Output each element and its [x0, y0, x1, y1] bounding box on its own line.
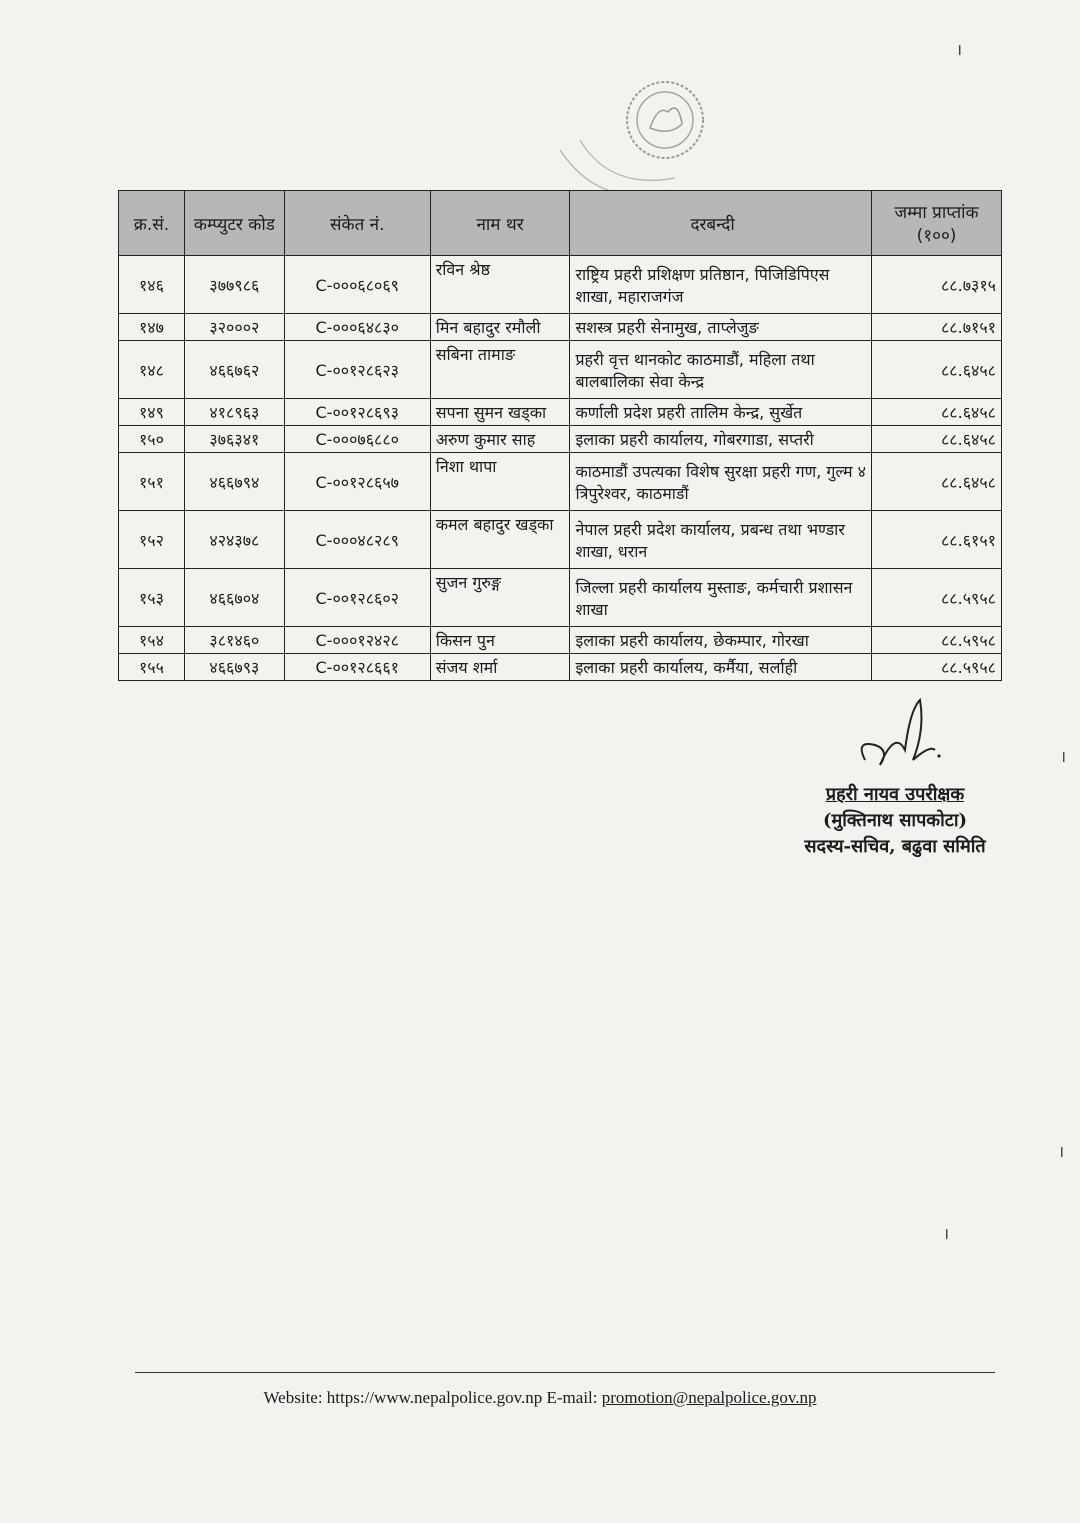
position-cell: सशस्त्र प्रहरी सेनामुख, ताप्लेजुङ — [570, 314, 872, 341]
serial-cell: १५४ — [119, 627, 185, 654]
serial-cell: १४६ — [119, 256, 185, 314]
score-cell: ८८.६४५८ — [872, 341, 1002, 399]
serial-cell: १५३ — [119, 569, 185, 627]
signatory-role: सदस्य-सचिव, बढुवा समिति — [804, 836, 986, 857]
position-cell: जिल्ला प्रहरी कार्यालय मुस्ताङ, कर्मचारी प्रशासन शाखा — [570, 569, 872, 627]
footer-contact-text: Website: https://www.nepalpolice.gov.np E-mail: — [263, 1388, 602, 1407]
position-cell: प्रहरी वृत्त थानकोट काठमाडौं, महिला तथा बालबालिका सेवा केन्द्र — [570, 341, 872, 399]
score-cell: ८८.६४५८ — [872, 426, 1002, 453]
score-cell: ८८.६१५१ — [872, 511, 1002, 569]
serial-cell: १४९ — [119, 399, 185, 426]
table-header-row — [119, 191, 1002, 256]
footer-email-link[interactable]: promotion@nepalpolice.gov.np — [601, 1388, 817, 1407]
position-cell: कर्णाली प्रदेश प्रहरी तालिम केन्द्र, सुर्खेत — [570, 399, 872, 426]
signatory-name: (मुक्तिनाथ सापकोटा) — [822, 810, 968, 831]
table-row — [119, 399, 1002, 426]
promotion-results-table — [118, 190, 1002, 681]
position-cell: नेपाल प्रहरी प्रदेश कार्यालय, प्रबन्ध तथा भण्डार शाखा, धरान — [570, 511, 872, 569]
name-cell: कमल बहादुर खड्का — [430, 511, 570, 569]
serial-cell: १५५ — [119, 654, 185, 681]
computer-code-cell: ४२४३७८ — [184, 511, 284, 569]
symbol-number-cell: C-००१२८६२३ — [284, 341, 430, 399]
position-cell: इलाका प्रहरी कार्यालय, कर्मैया, सर्लाही — [570, 654, 872, 681]
table-row — [119, 426, 1002, 453]
table-row — [119, 314, 1002, 341]
table-row — [119, 627, 1002, 654]
table-row — [119, 256, 1002, 314]
computer-code-cell: ४१८९६३ — [184, 399, 284, 426]
name-cell: सबिना तामाङ — [430, 341, 570, 399]
name-cell: संजय शर्मा — [430, 654, 570, 681]
page-mark: । — [943, 1224, 950, 1243]
position-cell: राष्ट्रिय प्रहरी प्रशिक्षण प्रतिष्ठान, पिजिडिपिएस शाखा, महाराजगंज — [570, 256, 872, 314]
score-cell: ८८.५९५८ — [872, 627, 1002, 654]
symbol-number-cell: C-००१२८६०२ — [284, 569, 430, 627]
computer-code-cell: ३८१४६० — [184, 627, 284, 654]
symbol-number-cell: C-०००६४८३० — [284, 314, 430, 341]
symbol-number-cell: C-०००६८०६९ — [284, 256, 430, 314]
page-mark: । — [1058, 1142, 1065, 1161]
position-cell: इलाका प्रहरी कार्यालय, छेकम्पार, गोरखा — [570, 627, 872, 654]
header-computer-code: कम्प्युटर कोड — [184, 191, 284, 256]
name-cell: निशा थापा — [430, 453, 570, 511]
table-row — [119, 569, 1002, 627]
name-cell: सपना सुमन खड्का — [430, 399, 570, 426]
name-cell: किसन पुन — [430, 627, 570, 654]
symbol-number-cell: C-००१२८६९३ — [284, 399, 430, 426]
score-cell: ८८.६४५८ — [872, 399, 1002, 426]
computer-code-cell: ३७७९८६ — [184, 256, 284, 314]
computer-code-cell: ३२०००२ — [184, 314, 284, 341]
score-cell: ८८.७३१५ — [872, 256, 1002, 314]
name-cell: मिन बहादुर रमौली — [430, 314, 570, 341]
score-cell: ८८.५९५८ — [872, 654, 1002, 681]
score-cell: ८८.५९५८ — [872, 569, 1002, 627]
computer-code-cell: ४६६७९३ — [184, 654, 284, 681]
header-name: नाम थर — [430, 191, 570, 256]
computer-code-cell: ४६६७६२ — [184, 341, 284, 399]
serial-cell: १५० — [119, 426, 185, 453]
header-serial: क्र.सं. — [119, 191, 185, 256]
footer — [0, 1388, 1080, 1408]
handwritten-signature — [835, 690, 955, 780]
footer-divider — [135, 1372, 995, 1373]
symbol-number-cell: C-०००४८२८९ — [284, 511, 430, 569]
name-cell: सुजन गुरुङ्ग — [430, 569, 570, 627]
header-symbol-number: संकेत नं. — [284, 191, 430, 256]
position-cell: काठमाडौं उपत्यका विशेष सुरक्षा प्रहरी गण, गुल्म ४ त्रिपुरेश्वर, काठमाडौं — [570, 453, 872, 511]
computer-code-cell: ४६६७९४ — [184, 453, 284, 511]
score-cell: ८८.६४५८ — [872, 453, 1002, 511]
header-position: दरबन्दी — [570, 191, 872, 256]
serial-cell: १४८ — [119, 341, 185, 399]
symbol-number-cell: C-००१२८६५७ — [284, 453, 430, 511]
symbol-number-cell: C-०००७६८८० — [284, 426, 430, 453]
table-row — [119, 654, 1002, 681]
header-total-score: जम्मा प्राप्तांक (१००) — [872, 191, 1002, 256]
signatory-title: प्रहरी नायव उपरीक्षक — [825, 784, 965, 805]
computer-code-cell: ४६६७०४ — [184, 569, 284, 627]
serial-cell: १४७ — [119, 314, 185, 341]
signature-block — [760, 690, 1030, 860]
computer-code-cell: ३७६३४१ — [184, 426, 284, 453]
page-mark: । — [956, 40, 963, 59]
page-mark: । — [1060, 747, 1067, 766]
serial-cell: १५२ — [119, 511, 185, 569]
table-row — [119, 453, 1002, 511]
symbol-number-cell: C-००१२८६६१ — [284, 654, 430, 681]
name-cell: रविन श्रेष्ठ — [430, 256, 570, 314]
score-cell: ८८.७१५१ — [872, 314, 1002, 341]
table-row — [119, 341, 1002, 399]
table-row — [119, 511, 1002, 569]
position-cell: इलाका प्रहरी कार्यालय, गोबरगाडा, सप्तरी — [570, 426, 872, 453]
symbol-number-cell: C-०००१२४२८ — [284, 627, 430, 654]
name-cell: अरुण कुमार साह — [430, 426, 570, 453]
serial-cell: १५१ — [119, 453, 185, 511]
